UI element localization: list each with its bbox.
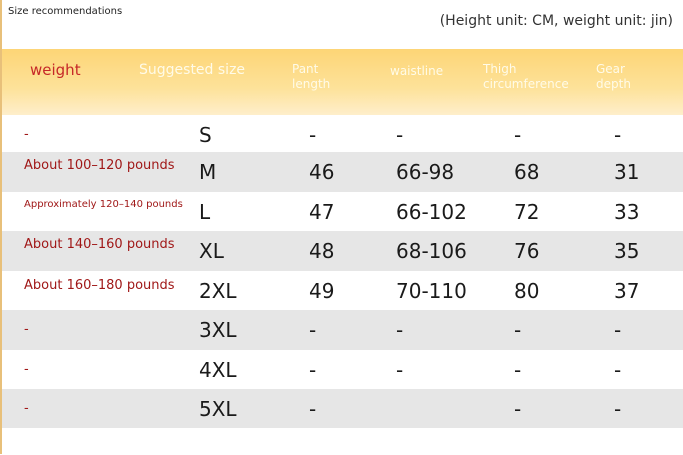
pant-length-cell: - xyxy=(309,318,317,342)
gear-depth-cell: - xyxy=(614,123,622,147)
weight-cell: Approximately 120–140 pounds xyxy=(24,199,183,210)
table-row xyxy=(2,310,683,350)
thigh-cell: - xyxy=(514,123,522,147)
size-cell: L xyxy=(199,200,211,224)
gear-depth-cell: 31 xyxy=(614,160,640,184)
header-waistline: waistline xyxy=(390,64,444,78)
waistline-cell: - xyxy=(396,318,404,342)
gear-depth-cell: - xyxy=(614,318,622,342)
gear-depth-cell: 35 xyxy=(614,239,640,263)
table-row xyxy=(2,271,683,311)
table-header xyxy=(2,49,683,115)
header-pant-length xyxy=(292,62,330,92)
table-bottom xyxy=(2,427,683,455)
header-thigh-line2: circumference xyxy=(483,77,569,91)
size-cell: XL xyxy=(199,239,224,263)
thigh-cell: - xyxy=(514,397,522,421)
header-weight: weight xyxy=(30,61,81,79)
pant-length-cell: - xyxy=(309,397,317,421)
weight-cell: About 100–120 pounds xyxy=(24,158,175,173)
header-thigh-line1: Thigh xyxy=(483,62,517,76)
header-gear-line1: Gear xyxy=(596,62,625,76)
gear-depth-cell: - xyxy=(614,397,622,421)
weight-cell: - xyxy=(24,127,29,142)
waistline-cell: 66-102 xyxy=(396,200,467,224)
page-title: Size recommendations xyxy=(8,6,123,17)
gear-depth-cell: 37 xyxy=(614,279,640,303)
size-cell: S xyxy=(199,123,212,147)
table-row xyxy=(2,350,683,390)
table-row xyxy=(2,389,683,429)
size-cell: 2XL xyxy=(199,279,237,303)
weight-cell: About 140–160 pounds xyxy=(24,237,175,252)
waistline-cell: 68-106 xyxy=(396,239,467,263)
thigh-cell: 76 xyxy=(514,239,540,263)
units-note: (Height unit: CM, weight unit: jin) xyxy=(439,13,673,29)
weight-cell: - xyxy=(24,322,29,337)
pant-length-cell: 49 xyxy=(309,279,335,303)
header-gear-depth xyxy=(596,62,631,92)
pant-length-cell: 48 xyxy=(309,239,335,263)
thigh-cell: 80 xyxy=(514,279,540,303)
table-row xyxy=(2,115,683,155)
size-cell: M xyxy=(199,160,217,184)
pant-length-cell: - xyxy=(309,358,317,382)
header-gear-line2: depth xyxy=(596,77,631,91)
pant-length-cell: 47 xyxy=(309,200,335,224)
table-row xyxy=(2,152,683,192)
header-pant-length-line1: Pant xyxy=(292,62,319,76)
table-row xyxy=(2,231,683,271)
waistline-cell: 66-98 xyxy=(396,160,455,184)
gear-depth-cell: - xyxy=(614,358,622,382)
header-pant-length-line2: length xyxy=(292,77,331,91)
pant-length-cell: 46 xyxy=(309,160,335,184)
waistline-cell: - xyxy=(396,358,404,382)
thigh-cell: - xyxy=(514,318,522,342)
waistline-cell: - xyxy=(396,123,404,147)
thigh-cell: - xyxy=(514,358,522,382)
weight-cell: - xyxy=(24,401,29,416)
pant-length-cell: - xyxy=(309,123,317,147)
size-cell: 3XL xyxy=(199,318,237,342)
header-suggested-size: Suggested size xyxy=(139,62,246,78)
weight-cell: - xyxy=(24,362,29,377)
waistline-cell: 70-110 xyxy=(396,279,467,303)
thigh-cell: 72 xyxy=(514,200,540,224)
thigh-cell: 68 xyxy=(514,160,540,184)
gear-depth-cell: 33 xyxy=(614,200,640,224)
size-cell: 5XL xyxy=(199,397,237,421)
table-row xyxy=(2,192,683,232)
weight-cell: About 160–180 pounds xyxy=(24,278,175,293)
size-cell: 4XL xyxy=(199,358,237,382)
header-thigh-circumference xyxy=(483,62,569,92)
